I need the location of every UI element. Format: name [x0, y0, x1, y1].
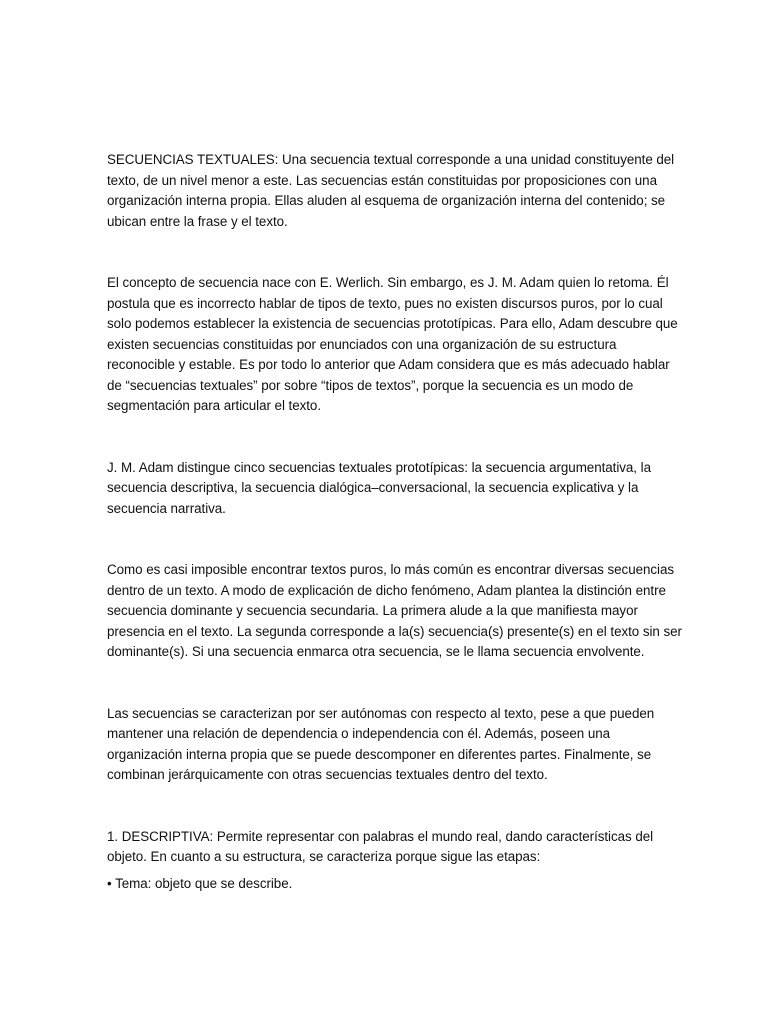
paragraph-gap	[107, 519, 688, 560]
paragraph-gap	[107, 417, 688, 458]
paragraph-caracteristicas: Las secuencias se caracterizan por ser autónomas con respecto al texto, pese a que pueden mantener una relación de dependencia o independencia con él. Además, poseen una organización interna propia que se puede descomponer en diferentes partes. Finalmente, se combinan jerárquicamente con otras secuencias textuales dentro del texto.	[107, 705, 655, 782]
paragraph-gap	[107, 663, 688, 704]
paragraph-secuencias-textuales: SECUENCIAS TEXTUALES: Una secuencia textual corresponde a una unidad constituyente del texto, de un nivel menor a este. Las secuencias están constituidas por proposiciones con una organización interna propia. Ellas aluden al esquema de organización interna del contenido; se ubican entre la frase y el texto.	[107, 152, 675, 229]
paragraph-textos-puros: Como es casi imposible encontrar textos puros, lo más común es encontrar diversas secuencias dentro de un texto. A modo de explicación de dicho fenómeno, Adam plantea la distinción entre secuencia dominante y secuencia secundaria. La primera alude a la que manifiesta mayor presencia en el texto. La segunda corresponde a la(s) secuencia(s) presente(s) en el texto sin ser dominante(s). Si una secuencia enmarca otra secuencia, se le llama secuencia envolvente.	[107, 562, 682, 659]
bullet-text: Tema: objeto que se describe.	[115, 875, 293, 891]
bullet-marker: •	[107, 875, 112, 891]
paragraph-descriptiva: 1. DESCRIPTIVA: Permite representar con palabras el mundo real, dando características del objeto. En cuanto a su estructura, se caracteriza porque sigue las etapas:	[107, 828, 654, 864]
paragraph-cinco-secuencias: J. M. Adam distingue cinco secuencias textuales prototípicas: la secuencia argumentativa, la secuencia descriptiva, la secuencia dialógica–conversacional, la secuencia explicativa y la secuencia narrativa.	[107, 459, 651, 516]
paragraph-gap	[107, 232, 688, 273]
bullet-item-tema	[107, 874, 688, 895]
paragraph-gap	[107, 786, 688, 827]
paragraph-concepto-secuencia: El concepto de secuencia nace con E. Werlich. Sin embargo, es J. M. Adam quien lo retoma. Él postula que es incorrecto hablar de tipos de texto, pues no existen discursos puros, por lo cual solo podemos establecer la existencia de secuencias prototípicas. Para ello, Adam descubre que existen secuencias constituidas por enunciados con una organización de su estructura reconocible y estable. Es por todo lo anterior que Adam considera que es más adecuado hablar de “secuencias textuales” por sobre “tipos de textos”, porque la secuencia es un modo de segmentación para articular el texto.	[107, 275, 678, 413]
